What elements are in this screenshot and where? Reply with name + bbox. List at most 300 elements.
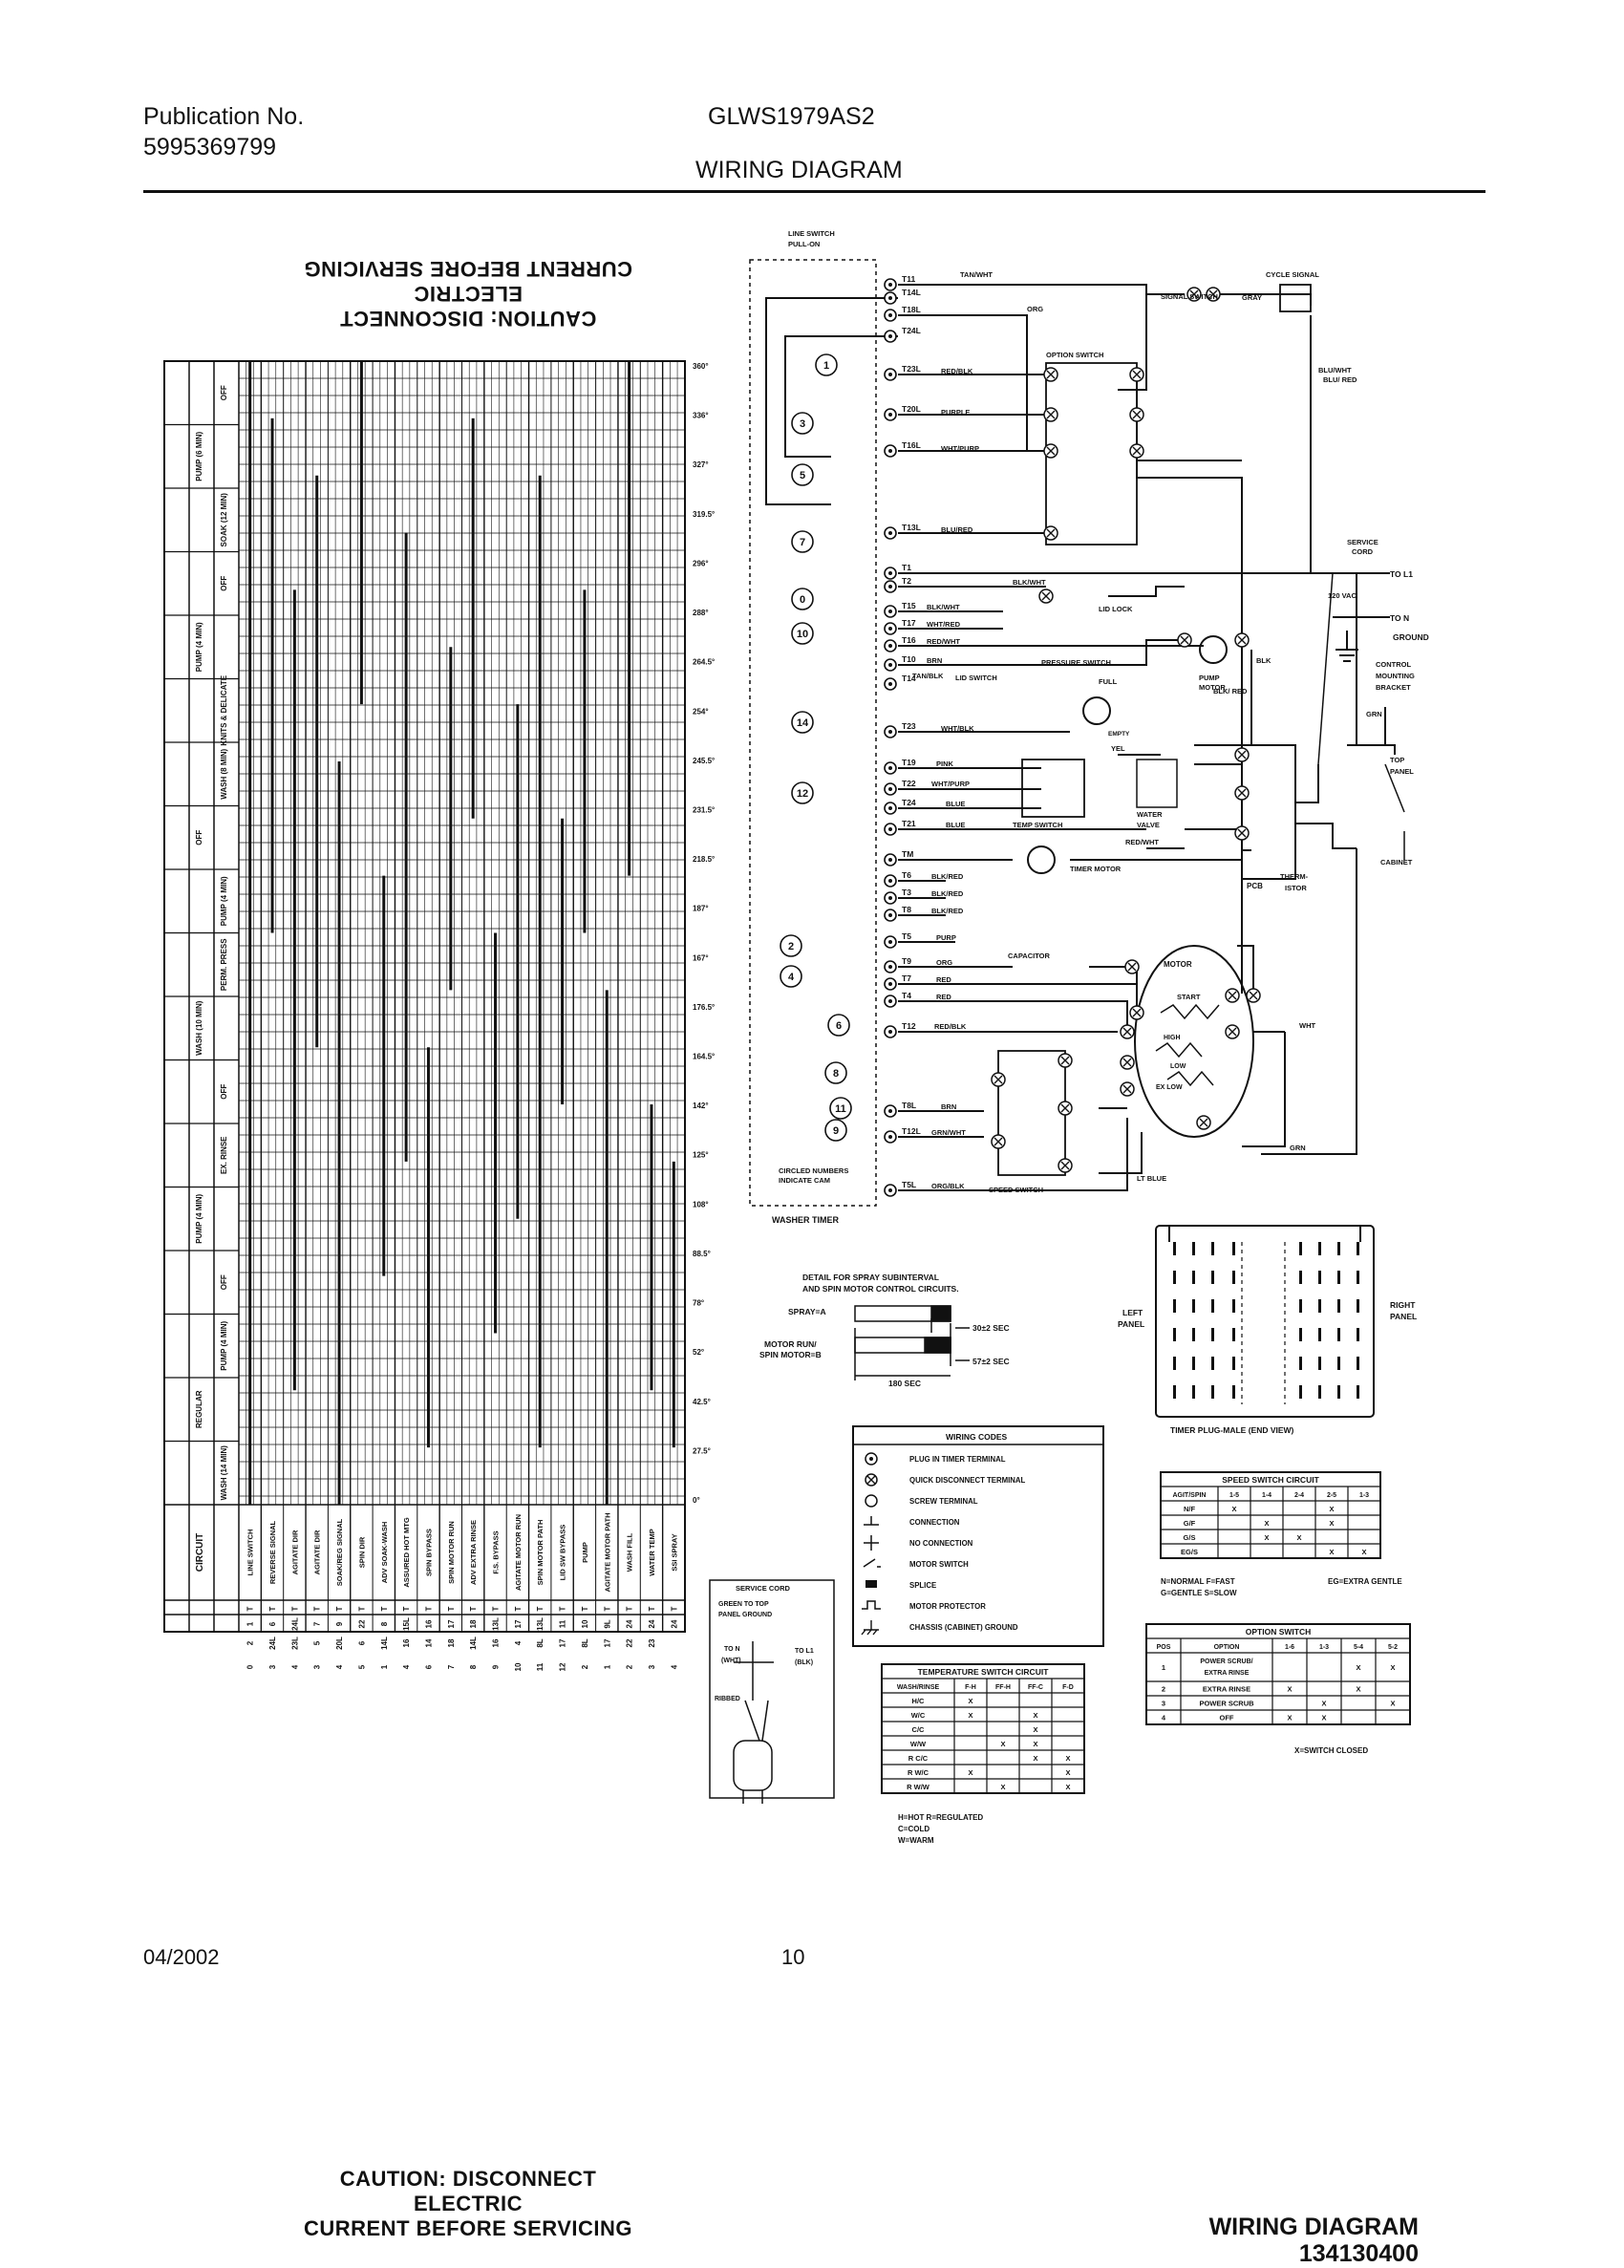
timer-plug-pin xyxy=(1299,1242,1302,1255)
chart-contact-value: 17 xyxy=(513,1619,523,1629)
chart-section-label: PERM. PRESS xyxy=(220,938,228,992)
chart-contact-value: 4 xyxy=(513,1640,523,1646)
temperature-switch-table-cell: X xyxy=(968,1768,973,1777)
chart-section-label: WASH (10 MIN) xyxy=(195,1000,203,1056)
temperature-switch-table-cell: R W/C xyxy=(907,1768,930,1777)
wire-color-label: WHT/RED xyxy=(927,620,960,629)
chart-section-label: PUMP (4 MIN) xyxy=(195,1193,203,1244)
chart-contact-value: 5 xyxy=(312,1640,322,1646)
timer-plug-pin xyxy=(1318,1271,1321,1284)
connection-symbol xyxy=(864,1516,879,1525)
spray-dimension-lines xyxy=(855,1318,970,1380)
timer-plug-pin xyxy=(1192,1357,1195,1370)
wire-gray xyxy=(1218,294,1311,306)
timer-terminal-dot xyxy=(888,766,892,770)
cam-number: 5 xyxy=(799,470,806,481)
timer-plug-pin xyxy=(1211,1271,1214,1284)
page-title: WIRING DIAGRAM xyxy=(695,157,903,183)
chart-circuit-label: SPIN MOTOR RUN xyxy=(446,1521,456,1584)
chart-contact-value: 1 xyxy=(603,1664,612,1670)
terminal-label: TM xyxy=(902,849,914,859)
timer-terminal-dot xyxy=(888,531,892,535)
timer-plug xyxy=(1156,1226,1374,1417)
timer-terminal-dot xyxy=(888,913,892,917)
temperature-switch-table-cell: X xyxy=(1033,1711,1038,1720)
service-cord-label: SERVICE xyxy=(1347,538,1378,546)
timer-terminal-dot xyxy=(888,1135,892,1139)
terminal-label: T6 xyxy=(902,870,911,880)
option-switch-cell: EXTRA RINSE xyxy=(1204,1670,1250,1677)
empty-label: EMPTY xyxy=(1108,731,1130,738)
timer-plug-pin xyxy=(1337,1385,1340,1399)
timer-plug-pin xyxy=(1211,1328,1214,1341)
chart-contact-value: T xyxy=(357,1606,367,1612)
chart-contact-value: 17 xyxy=(558,1638,567,1648)
terminal-label: T17 xyxy=(902,618,916,628)
terminal-label: T20L xyxy=(902,404,921,414)
chart-contact-value: T xyxy=(268,1606,278,1612)
timer-plug-pin xyxy=(1318,1385,1321,1399)
plug-terminal-dot xyxy=(869,1457,873,1461)
schematic xyxy=(750,260,1404,1206)
spray-detail xyxy=(759,1273,1010,1388)
timer-plug-pin xyxy=(1337,1299,1340,1313)
caution-line-1: CAUTION: DISCONNECT ELECTRIC xyxy=(339,2167,597,2215)
option-switch-header: POS xyxy=(1156,1644,1171,1651)
chart-contact-value: 2 xyxy=(625,1664,634,1670)
chart-contact-value: T xyxy=(603,1606,612,1612)
spray-seconds: 57±2 SEC xyxy=(972,1357,1010,1366)
wire xyxy=(1318,573,1333,764)
timer-plug-pin xyxy=(1357,1271,1359,1284)
chart-contact-value: 17 xyxy=(446,1619,456,1629)
terminal-label: T19 xyxy=(902,758,916,767)
chart-contact-value: T xyxy=(446,1606,456,1612)
cam-number: 4 xyxy=(787,972,795,983)
option-switch-header: 5-4 xyxy=(1353,1644,1364,1651)
full-label: FULL xyxy=(1099,677,1118,686)
cam-number: 14 xyxy=(796,717,809,729)
chart-section-label: PUMP (4 MIN) xyxy=(195,622,203,673)
timer-terminal-dot xyxy=(888,283,892,287)
footer-date: 04/2002 xyxy=(143,1945,220,1969)
speed-switch-table-header: 2-4 xyxy=(1293,1492,1305,1499)
chart-degree-label: 167° xyxy=(693,953,709,963)
ground-symbol xyxy=(1336,631,1358,661)
wire-color-label: BLK/WHT xyxy=(1013,578,1046,587)
option-switch-cell: X xyxy=(1390,1663,1396,1672)
chart-contact-value: 15L xyxy=(402,1617,412,1631)
chart-degree-label: 231.5° xyxy=(693,805,716,815)
terminal-label: T13L xyxy=(902,523,921,532)
line-switch-label: LINE SWITCH xyxy=(788,229,835,238)
wire-color-label: GRN xyxy=(1290,1144,1306,1152)
chart-contact-value: 8L xyxy=(536,1638,545,1648)
caution-line-1: CAUTION: DISCONNECT ELECTRIC xyxy=(339,282,597,331)
terminal-label: T23 xyxy=(902,721,916,731)
option-switch-cell: 4 xyxy=(1161,1713,1166,1722)
speed-switch-table-cell: X xyxy=(1329,1505,1335,1513)
low-label: LOW xyxy=(1170,1063,1186,1070)
spray-seconds: 180 SEC xyxy=(888,1379,922,1388)
option-switch-cell: X xyxy=(1390,1699,1396,1708)
temperature-switch-table-cell: X xyxy=(1065,1754,1071,1763)
chart-circuit-label: LINE SWITCH xyxy=(246,1529,255,1576)
caution-line-2: CURRENT BEFORE SERVICING xyxy=(303,2216,633,2240)
chart-degree-label: 27.5° xyxy=(693,1446,711,1456)
cam-number: 9 xyxy=(832,1125,840,1137)
timer-plug-pin xyxy=(1211,1385,1214,1399)
to-l1-label: TO L1 xyxy=(1390,569,1413,579)
chart-contact-value: 12 xyxy=(558,1662,567,1672)
speed-switch-table-cell: X xyxy=(1264,1519,1270,1528)
wiring-code-item: PLUG IN TIMER TERMINAL xyxy=(909,1455,1006,1464)
chart-contact-value: T xyxy=(670,1606,679,1612)
option-switch-header: 1-3 xyxy=(1318,1644,1330,1651)
temperature-switch-table-header: FF-C xyxy=(1028,1684,1043,1691)
chart-contact-value: T xyxy=(290,1606,300,1612)
timer-terminal-dot xyxy=(888,413,892,417)
terminal-label: T24 xyxy=(902,798,916,807)
option-switch-cell: 1 xyxy=(1161,1663,1166,1672)
timer-motor-symbol xyxy=(1028,846,1055,873)
option-switch-header: 1-6 xyxy=(1284,1644,1295,1651)
timer-plug-pin xyxy=(1192,1242,1195,1255)
terminal-label: T18L xyxy=(902,305,921,314)
circled-note: INDICATE CAM xyxy=(779,1176,831,1185)
timer-plug-pin xyxy=(1318,1328,1321,1341)
chart-contact-value: T xyxy=(312,1606,322,1612)
speed-switch-note: G=GENTLE S=SLOW xyxy=(1161,1589,1237,1597)
timer-plug-pin xyxy=(1173,1328,1176,1341)
cam-number: 3 xyxy=(799,418,806,430)
speed-switch-label: SPEED SWITCH xyxy=(989,1186,1044,1194)
option-switch-cell: EXTRA RINSE xyxy=(1202,1684,1251,1694)
chart-circuit-header: CIRCUIT xyxy=(195,1532,205,1573)
publication-number: 5995369799 xyxy=(143,134,277,160)
timer-terminal-dot xyxy=(888,610,892,613)
timer-plug-pin xyxy=(1337,1271,1340,1284)
speed-switch-table-cell: X xyxy=(1361,1548,1367,1556)
option-switch-label: OPTION SWITCH xyxy=(1046,351,1104,359)
chart-contact-value: T xyxy=(513,1606,523,1612)
speed-switch-box xyxy=(998,1051,1065,1175)
option-switch-cell: X xyxy=(1287,1684,1293,1694)
page-number: 10 xyxy=(781,1945,805,1969)
chart-contact-value: T xyxy=(335,1606,345,1612)
timer-plug-pin xyxy=(1299,1357,1302,1370)
wire-color-label: RED/BLK xyxy=(934,1022,967,1031)
chart-contact-value: 23 xyxy=(647,1638,656,1648)
line-switch-label: PULL-ON xyxy=(788,240,821,248)
temperature-switch-table-header: WASH/RINSE xyxy=(896,1684,940,1691)
chart-contact-value: 10 xyxy=(580,1619,589,1629)
terminal-label: T8 xyxy=(902,905,911,914)
timer-plug-pin xyxy=(1357,1328,1359,1341)
motor-switch-symbol xyxy=(864,1559,881,1567)
timer-terminal-dot xyxy=(888,585,892,588)
chart-contact-value: 18 xyxy=(446,1638,456,1648)
chart-contact-value: 17 xyxy=(603,1638,612,1648)
chart-contact-value: T xyxy=(379,1606,389,1612)
temperature-switch-table-cell: R C/C xyxy=(908,1754,929,1763)
no-connection-symbol xyxy=(864,1535,879,1551)
wire-color-label: BRN xyxy=(941,1102,957,1111)
timer-terminal-dot xyxy=(888,334,892,338)
control-bracket-label: CONTROL xyxy=(1376,660,1412,669)
timer-plug-tabs xyxy=(1169,1226,1360,1242)
motor-run-label: MOTOR RUN/ xyxy=(764,1339,817,1349)
timer-plug-pin xyxy=(1357,1299,1359,1313)
speed-switch-table-cell: G/S xyxy=(1183,1533,1196,1542)
wire-color-label: BLK/RED xyxy=(931,907,964,915)
wire-color-label: LT BLUE xyxy=(1137,1174,1167,1183)
chart-contact-value: 2 xyxy=(246,1640,255,1646)
chart-contact-value: 10 xyxy=(513,1662,523,1672)
timer-plug-pin xyxy=(1299,1271,1302,1284)
option-switch-cell: X xyxy=(1356,1663,1361,1672)
circled-note: CIRCLED NUMBERS xyxy=(779,1166,849,1175)
pcb-label: PCB xyxy=(1247,882,1263,890)
chassis-ground-symbol xyxy=(862,1620,879,1635)
wire xyxy=(1070,850,1251,860)
timer-plug-pin xyxy=(1318,1357,1321,1370)
chart-contact-value: 0 xyxy=(246,1664,255,1670)
chart-section-label: OFF xyxy=(220,1083,228,1100)
left-panel-label: PANEL xyxy=(1118,1319,1145,1329)
wire-color-label: ORG xyxy=(1027,305,1044,313)
cam-number: 8 xyxy=(832,1068,840,1080)
timer-terminal-dot xyxy=(888,449,892,453)
chart-degree-label: 264.5° xyxy=(693,657,716,667)
timer-plug-pin xyxy=(1232,1271,1235,1284)
timer-plug-pin xyxy=(1337,1328,1340,1341)
chart-contact-value: T xyxy=(246,1606,255,1612)
chart-circuit-label: AGITATE DIR xyxy=(290,1530,300,1575)
timer-plug-pin xyxy=(1192,1271,1195,1284)
chart-contact-value: 9 xyxy=(491,1664,501,1670)
pressure-switch-label: PRESSURE SWITCH xyxy=(1041,658,1111,667)
chart-section-label: KNITS & DELICATE xyxy=(220,674,228,746)
chart-degree-marks xyxy=(693,362,715,1505)
service-cord-label: CORD xyxy=(1352,547,1374,556)
chart-degree-label: 0° xyxy=(693,1496,700,1505)
chart-degree-label: 164.5° xyxy=(693,1052,716,1061)
chart-degree-label: 187° xyxy=(693,904,709,913)
motor-outline xyxy=(1135,946,1253,1137)
cam-number: 7 xyxy=(799,537,806,548)
screw-terminal-symbol xyxy=(865,1495,877,1507)
timer-plug-pin xyxy=(1192,1299,1195,1313)
chart-contact-value: 8L xyxy=(580,1638,589,1648)
terminal-label: T5L xyxy=(902,1180,917,1189)
wire-color-label: BLK/WHT xyxy=(927,603,960,611)
option-switch-cell: POWER SCRUB xyxy=(1199,1699,1254,1708)
pump-motor-label: PUMP xyxy=(1199,674,1220,682)
left-panel-label: LEFT xyxy=(1122,1308,1143,1317)
wire-color-label: PURPLE xyxy=(941,408,971,417)
ground-label: GROUND xyxy=(1393,632,1429,642)
vac-label: 120 VAC xyxy=(1328,591,1357,600)
chart-degree-label: 78° xyxy=(693,1298,705,1308)
quick-disconnect-x xyxy=(867,1476,875,1484)
chart-contact-value: T xyxy=(558,1606,567,1612)
pump-motor-symbol xyxy=(1200,636,1227,663)
temperature-switch-table-cell: X xyxy=(1033,1725,1038,1734)
chart-circuit-label: F.S. BYPASS xyxy=(491,1530,501,1574)
chart-degree-label: 288° xyxy=(693,609,709,618)
chart-section-label: REGULAR xyxy=(195,1390,203,1429)
water-valve-label: WATER xyxy=(1137,810,1163,819)
wire-color-label: BRN xyxy=(927,656,943,665)
chart-contact-value: 6 xyxy=(268,1621,278,1627)
timer-plug-pin xyxy=(1318,1299,1321,1313)
caution-notice xyxy=(287,2167,650,2241)
temp-switch-label: TEMP SWITCH xyxy=(1013,821,1063,829)
speed-switch-table-cell: X xyxy=(1264,1533,1270,1542)
motor-label: MOTOR xyxy=(1164,960,1192,969)
wire-color-label: RED xyxy=(936,993,951,1001)
wire-color-label: RED/BLK xyxy=(941,367,973,375)
chart-contact-value: 3 xyxy=(312,1664,322,1670)
timer-plug-outline xyxy=(1156,1226,1374,1417)
wire-color-label: RED/WHT xyxy=(927,637,960,646)
terminal-label: T16L xyxy=(902,440,921,450)
chart-section-label: WASH (8 MIN) xyxy=(220,748,228,800)
lid-lock-label: LID LOCK xyxy=(1099,605,1133,613)
chart-contact-value: 3 xyxy=(268,1664,278,1670)
chart-degree-label: 254° xyxy=(693,707,709,717)
option-switch-table-frame xyxy=(1146,1624,1410,1724)
control-bracket-label: MOUNTING xyxy=(1376,672,1415,680)
chart-contact-value: T xyxy=(469,1606,479,1612)
chart-section-label: OFF xyxy=(220,385,228,401)
terminal-label: T8L xyxy=(902,1101,917,1110)
temperature-switch-table-cell: X xyxy=(1033,1740,1038,1748)
cam-number: 0 xyxy=(799,594,806,606)
chart-degree-label: 360° xyxy=(693,362,709,371)
plug-prongs xyxy=(743,1701,768,1804)
timer-plug-pin xyxy=(1232,1357,1235,1370)
wire-color-label: ORG/BLK xyxy=(931,1182,965,1190)
chart-degree-label: 42.5° xyxy=(693,1397,711,1406)
right-panel-label: RIGHT xyxy=(1390,1300,1416,1310)
lid-switch-label: LID SWITCH xyxy=(955,674,997,682)
timer-motor-label: TIMER MOTOR xyxy=(1070,865,1122,873)
circuit-tables xyxy=(882,1472,1410,1845)
option-switch-header: OPTION xyxy=(1213,1644,1240,1651)
wire xyxy=(1237,946,1253,995)
chart-contact-value: 24L xyxy=(268,1637,278,1650)
diagram-number: 134130400 xyxy=(1298,2240,1419,2267)
wiring-codes-title: WIRING CODES xyxy=(946,1432,1008,1442)
wiring-code-item: SCREW TERMINAL xyxy=(909,1497,978,1506)
chart-circuit-label: SPIN DIR xyxy=(357,1536,367,1569)
service-cord-green: GREEN TO TOP xyxy=(718,1601,769,1608)
wire-color-label: ORG xyxy=(936,958,953,967)
wiring-code-item: NO CONNECTION xyxy=(909,1539,973,1548)
chart-circuit-label: ADV SOAK-WASH xyxy=(379,1521,389,1584)
option-switch-header: 5-2 xyxy=(1387,1644,1399,1651)
chart-contact-value: 7 xyxy=(312,1621,322,1627)
thermistor-label: THERM- xyxy=(1280,872,1309,881)
chart-degree-label: 125° xyxy=(693,1150,709,1160)
chart-contact-value: T xyxy=(491,1606,501,1612)
wire-color-label: WHT/PURP xyxy=(931,780,970,788)
speed-switch-table-header: AGIT/SPIN xyxy=(1172,1492,1207,1499)
chart-contact-value: 6 xyxy=(424,1664,434,1670)
chart-contact-value: 13L xyxy=(491,1617,501,1631)
chart-section-label: SOAK (12 MIN) xyxy=(220,493,228,547)
timer-plug-pin xyxy=(1357,1385,1359,1399)
timer-plug-pin xyxy=(1173,1242,1176,1255)
speed-switch-table-cell: G/F xyxy=(1183,1519,1196,1528)
chart-contact-value: T xyxy=(536,1606,545,1612)
wire-color-label: BLK/RED xyxy=(931,872,964,881)
chart-contact-value: 14L xyxy=(469,1637,479,1650)
wire-color-label: TAN/BLK xyxy=(912,672,944,680)
water-valve-label: VALVE xyxy=(1137,821,1160,829)
timer-plug-pin xyxy=(1337,1242,1340,1255)
wire-lt-blue xyxy=(1099,1132,1142,1173)
pump-motor-label: MOTOR xyxy=(1199,683,1226,692)
wire-color-label: RED xyxy=(936,975,951,984)
wire-color-label: BLK xyxy=(1256,656,1271,665)
timer-terminal-dot xyxy=(888,373,892,376)
terminal-label: T10 xyxy=(902,654,916,664)
temperature-switch-table-cell: C/C xyxy=(911,1725,925,1734)
chart-degree-label: 218.5° xyxy=(693,855,716,865)
timer-plug-pin xyxy=(1299,1385,1302,1399)
chart-contact-value: 24 xyxy=(625,1619,634,1629)
temperature-switch-table-cell: X xyxy=(1033,1754,1038,1763)
wire-color-label: BLU/RED xyxy=(941,525,973,534)
option-switch-cell: X xyxy=(1321,1699,1327,1708)
cycle-signal-box xyxy=(1280,285,1311,311)
timer-plug-pin xyxy=(1299,1328,1302,1341)
terminal-label: T7 xyxy=(902,974,911,983)
chart-contact-value: 14 xyxy=(424,1638,434,1648)
timer-plug-pin xyxy=(1211,1242,1214,1255)
temperature-switch-table-title: TEMPERATURE SWITCH CIRCUIT xyxy=(917,1667,1049,1677)
speed-switch-table-cell: X xyxy=(1296,1533,1302,1542)
chart-contact-value: 9L xyxy=(603,1619,612,1629)
wire-color-label: BLUE xyxy=(946,800,966,808)
temperature-note: C=COLD xyxy=(898,1825,930,1833)
wiring-code-item: MOTOR SWITCH xyxy=(909,1560,969,1569)
timer-plug-pin xyxy=(1211,1357,1214,1370)
cam-number: 12 xyxy=(796,788,809,800)
chart-circuit-labels xyxy=(195,1512,678,1592)
model-number: GLWS1979AS2 xyxy=(708,103,875,130)
chart-degree-label: 52° xyxy=(693,1348,705,1358)
chart-circuit-label: PUMP xyxy=(580,1542,589,1563)
speed-switch-table-cell: X xyxy=(1329,1548,1335,1556)
service-cord-to-n: TO N xyxy=(724,1646,740,1653)
chart-circuit-label: SPIN BYPASS xyxy=(424,1529,434,1576)
option-switch-cell: X xyxy=(1321,1713,1327,1722)
chart-circuit-label: AGITATE MOTOR PATH xyxy=(603,1512,612,1593)
timer-terminal-dot xyxy=(888,571,892,575)
wire-blk xyxy=(1295,764,1318,802)
wire-color-label: PINK xyxy=(936,760,953,768)
terminal-label: T16 xyxy=(902,635,916,645)
chart-degree-label: 327° xyxy=(693,460,709,470)
wire-color-label: BLUE xyxy=(946,821,966,829)
chart-degree-label: 88.5° xyxy=(693,1249,711,1258)
timer-terminal-dot xyxy=(888,313,892,317)
terminal-label: T15 xyxy=(902,601,916,610)
